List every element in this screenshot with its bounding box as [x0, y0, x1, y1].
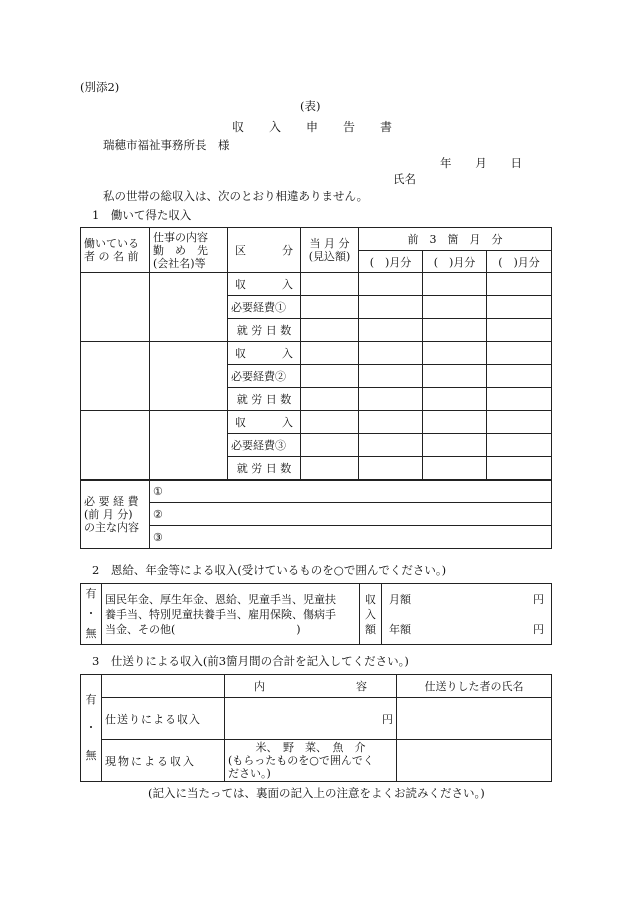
month-label: 月: [475, 156, 487, 170]
year-label: 年: [440, 156, 452, 170]
row-days-label: 就 労 日 数: [228, 457, 301, 480]
input-cell[interactable]: [487, 434, 552, 457]
attachment-label: (別添2): [80, 80, 120, 94]
input-cell[interactable]: [301, 434, 359, 457]
job-header: 仕事の内容 勤 め 先 (会社名)等: [150, 228, 228, 273]
footer-note: (記入に当たっては、裏面の記入上の注意をよくお読みください。): [148, 786, 485, 800]
pension-income-table: [80, 583, 552, 645]
job-cell-3[interactable]: [150, 411, 228, 480]
goods-allowance-label: 現物による収入: [102, 740, 225, 782]
input-cell[interactable]: [359, 342, 423, 365]
input-cell[interactable]: [487, 296, 552, 319]
pension-types[interactable]: 国民年金、厚生年金、恩給、児童手当、児童扶 養手当、特別児童扶養手当、雇用保険、傷病手 当金、その他( ): [102, 584, 360, 645]
month-column-3: ( )月分: [487, 251, 552, 273]
row-expense-label-3: 必要経費③: [228, 434, 301, 457]
money-sender-name[interactable]: [397, 698, 552, 740]
input-cell[interactable]: [359, 319, 423, 342]
monthly-amount-field[interactable]: 月額 円: [382, 584, 552, 615]
input-cell[interactable]: [487, 365, 552, 388]
blank-header: [102, 675, 225, 698]
input-cell[interactable]: [301, 411, 359, 434]
yearly-amount-field[interactable]: 年額 円: [382, 614, 552, 645]
declaration: 私の世帯の総収入は、次のとおり相違ありません。: [103, 189, 369, 203]
input-cell[interactable]: [359, 434, 423, 457]
page-title: 収 入 申 告 書: [232, 120, 392, 134]
input-cell[interactable]: [301, 457, 359, 480]
input-cell[interactable]: [423, 411, 487, 434]
name-label: 氏名: [393, 172, 416, 186]
sender-name-header: 仕送りした者の氏名: [397, 675, 552, 698]
job-cell-1[interactable]: [150, 273, 228, 342]
date-line: [440, 155, 522, 171]
input-cell[interactable]: [423, 342, 487, 365]
input-cell[interactable]: [487, 457, 552, 480]
job-cell-2[interactable]: [150, 342, 228, 411]
input-cell[interactable]: [359, 365, 423, 388]
worker-name-cell-1[interactable]: [81, 273, 150, 342]
input-cell[interactable]: [301, 319, 359, 342]
expense-detail-3[interactable]: ③: [150, 526, 552, 549]
row-expense-label-1: 必要経費①: [228, 296, 301, 319]
worker-name-cell-3[interactable]: [81, 411, 150, 480]
work-income-table: [80, 227, 552, 549]
income-amount-label: 収 入 額: [360, 584, 382, 645]
input-cell[interactable]: [487, 319, 552, 342]
row-income-label: 収 入: [228, 342, 301, 365]
input-cell[interactable]: [487, 411, 552, 434]
goods-allowance-content[interactable]: 米、 野 菜、 魚 介 (もらったものを○で囲んでく ださい。): [225, 740, 397, 782]
input-cell[interactable]: [301, 365, 359, 388]
worker-name-cell-2[interactable]: [81, 342, 150, 411]
input-cell[interactable]: [359, 411, 423, 434]
input-cell[interactable]: [359, 457, 423, 480]
section3-heading: 3 仕送りによる収入(前3箇月間の合計を記入してください。): [92, 654, 409, 668]
input-cell[interactable]: [423, 457, 487, 480]
row-income-label: 収 入: [228, 411, 301, 434]
input-cell[interactable]: [423, 273, 487, 296]
input-cell[interactable]: [301, 273, 359, 296]
row-expense-label-2: 必要経費②: [228, 365, 301, 388]
allowance-income-table: [80, 674, 552, 782]
expense-detail-1[interactable]: ①: [150, 480, 552, 503]
input-cell[interactable]: [301, 388, 359, 411]
section1-heading: 1 働いて得た収入: [92, 208, 192, 222]
input-cell[interactable]: [301, 342, 359, 365]
prev-months-header: 前 3 箇 月 分: [359, 228, 552, 251]
input-cell[interactable]: [423, 434, 487, 457]
month-column-1: ( )月分: [359, 251, 423, 273]
input-cell[interactable]: [359, 273, 423, 296]
row-days-label: 就 労 日 数: [228, 388, 301, 411]
day-label: 日: [510, 156, 522, 170]
goods-sender-name[interactable]: [397, 740, 552, 782]
input-cell[interactable]: [359, 296, 423, 319]
pension-yes-no[interactable]: 有 ・ 無: [81, 584, 102, 645]
expense-detail-2[interactable]: ②: [150, 503, 552, 526]
input-cell[interactable]: [487, 388, 552, 411]
category-header: 区 分: [228, 228, 301, 273]
addressee: 瑞穂市福祉事務所長 様: [103, 138, 230, 152]
input-cell[interactable]: [423, 388, 487, 411]
row-income-label: 収 入: [228, 273, 301, 296]
input-cell[interactable]: [487, 273, 552, 296]
worker-name-header: 働いている 者 の 名 前: [81, 228, 150, 273]
input-cell[interactable]: [423, 319, 487, 342]
money-allowance-label: 仕送りによる収入: [102, 698, 225, 740]
content-header: 内 容: [225, 675, 397, 698]
expense-detail-label: 必 要 経 費 (前 月 分) の主な内容: [81, 480, 150, 549]
input-cell[interactable]: [487, 342, 552, 365]
side-label: (表): [300, 99, 321, 113]
section2-heading: 2 恩給、年金等による収入(受けているものを○で囲んでください。): [92, 563, 447, 577]
input-cell[interactable]: [301, 296, 359, 319]
row-days-label: 就 労 日 数: [228, 319, 301, 342]
input-cell[interactable]: [423, 365, 487, 388]
input-cell[interactable]: [359, 388, 423, 411]
money-allowance-amount[interactable]: 円: [225, 698, 397, 740]
month-column-2: ( )月分: [423, 251, 487, 273]
allowance-yes-no[interactable]: 有 ・ 無: [81, 675, 102, 782]
input-cell[interactable]: [423, 296, 487, 319]
current-month-header: 当 月 分 (見込額): [301, 228, 359, 273]
